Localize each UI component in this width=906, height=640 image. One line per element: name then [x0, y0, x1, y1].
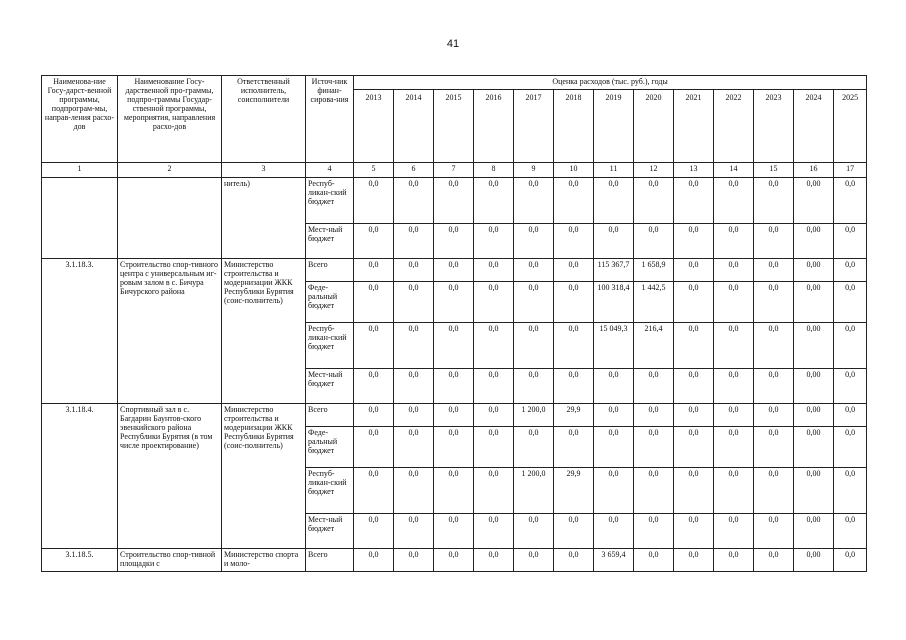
value-cell: 0,0 [434, 323, 474, 369]
value-cell: 0,0 [354, 282, 394, 323]
value-cell: 0,0 [354, 259, 394, 282]
value-cell: 0,0 [474, 514, 514, 549]
value-cell: 0,0 [674, 224, 714, 259]
value-cell: 0,00 [794, 369, 834, 404]
value-cell: 0,0 [434, 549, 474, 572]
value-cell: 0,0 [594, 468, 634, 514]
value-cell: 0,0 [674, 549, 714, 572]
column-number-row [42, 163, 867, 178]
value-cell: 0,0 [514, 369, 554, 404]
column-number: 8 [474, 163, 514, 178]
header-year: 2016 [474, 90, 514, 163]
value-cell: 0,0 [754, 178, 794, 224]
header-year: 2024 [794, 90, 834, 163]
value-cell: 0,0 [634, 427, 674, 468]
value-cell: 0,0 [754, 323, 794, 369]
header-year: 2017 [514, 90, 554, 163]
value-cell: 1 200,0 [514, 468, 554, 514]
value-cell: 0,0 [674, 282, 714, 323]
value-cell: 0,0 [394, 369, 434, 404]
header-year: 2025 [834, 90, 867, 163]
header-year: 2022 [714, 90, 754, 163]
funding-source: Мест-ный бюджет [306, 224, 354, 259]
value-cell: 0,0 [394, 514, 434, 549]
executor-cell: Министерство строительства и модернизации ЖКК Республики Бурятия (соис-полнитель) [222, 404, 306, 549]
value-cell: 0,00 [794, 178, 834, 224]
value-cell: 115 367,7 [594, 259, 634, 282]
value-cell: 0,0 [554, 514, 594, 549]
value-cell: 0,0 [834, 468, 867, 514]
funding-source: Феде-ральный бюджет [306, 282, 354, 323]
value-cell: 0,0 [354, 468, 394, 514]
column-number: 13 [674, 163, 714, 178]
value-cell: 0,0 [434, 514, 474, 549]
header-executor: Ответственный исполнитель, соисполнители [222, 76, 306, 163]
value-cell: 0,0 [434, 468, 474, 514]
table-row [42, 259, 867, 282]
value-cell: 0,0 [434, 224, 474, 259]
value-cell: 0,0 [714, 404, 754, 427]
value-cell: 0,0 [434, 282, 474, 323]
value-cell: 0,0 [354, 549, 394, 572]
value-cell: 0,0 [514, 549, 554, 572]
value-cell: 0,0 [474, 427, 514, 468]
value-cell: 0,0 [834, 404, 867, 427]
budget-table [41, 75, 867, 572]
value-cell: 0,0 [434, 369, 474, 404]
table-row [42, 178, 867, 224]
value-cell: 0,0 [394, 178, 434, 224]
column-number: 16 [794, 163, 834, 178]
header-year: 2015 [434, 90, 474, 163]
value-cell: 0,0 [394, 549, 434, 572]
value-cell: 0,0 [674, 369, 714, 404]
page-number: 41 [446, 38, 460, 50]
value-cell: 0,0 [714, 178, 754, 224]
value-cell: 29,9 [554, 468, 594, 514]
value-cell: 0,0 [394, 259, 434, 282]
program-id-cell: 3.1.18.4. [42, 404, 118, 549]
funding-source: Респуб-ликан-ский бюджет [306, 323, 354, 369]
funding-source: Респуб-ликан-ский бюджет [306, 468, 354, 514]
value-cell: 0,00 [794, 259, 834, 282]
header-row [42, 76, 867, 90]
table-row [42, 549, 867, 572]
program-id-cell [42, 178, 118, 259]
value-cell: 0,0 [834, 259, 867, 282]
header-estimate: Оценка расходов (тыс. руб.), годы [354, 76, 867, 90]
value-cell: 0,00 [794, 323, 834, 369]
value-cell: 0,00 [794, 549, 834, 572]
value-cell: 0,0 [634, 369, 674, 404]
value-cell: 0,0 [674, 323, 714, 369]
value-cell: 0,0 [554, 259, 594, 282]
value-cell: 0,0 [714, 549, 754, 572]
value-cell: 0,0 [354, 224, 394, 259]
value-cell: 1 658,9 [634, 259, 674, 282]
value-cell: 0,0 [674, 468, 714, 514]
header-subprogram-name: Наименование Госу-дарственной про-граммы, подпро-граммы Государ-ственной программы, мероприятия, направления расхо-дов [118, 76, 222, 163]
value-cell: 0,0 [394, 282, 434, 323]
value-cell: 0,0 [714, 282, 754, 323]
value-cell: 0,0 [834, 323, 867, 369]
value-cell: 0,00 [794, 282, 834, 323]
value-cell: 0,0 [634, 514, 674, 549]
value-cell: 0,0 [834, 282, 867, 323]
value-cell: 0,0 [354, 404, 394, 427]
value-cell: 0,0 [514, 514, 554, 549]
value-cell: 0,0 [474, 549, 514, 572]
executor-cell: Министерство строительства и модернизации ЖКК Республики Бурятия (соис-полнитель) [222, 259, 306, 404]
column-number: 11 [594, 163, 634, 178]
column-number: 7 [434, 163, 474, 178]
value-cell: 0,0 [834, 514, 867, 549]
value-cell: 0,0 [714, 369, 754, 404]
header-program-name: Наименова-ние Госу-дарст-венной программы, подпрограм-мы, направ-ления расхо-дов [42, 76, 118, 163]
value-cell: 0,0 [354, 178, 394, 224]
value-cell: 0,0 [394, 404, 434, 427]
table-row [42, 404, 867, 427]
value-cell: 0,0 [514, 259, 554, 282]
value-cell: 0,00 [794, 468, 834, 514]
value-cell: 15 049,3 [594, 323, 634, 369]
value-cell: 0,0 [714, 514, 754, 549]
value-cell: 0,0 [594, 178, 634, 224]
value-cell: 0,0 [554, 178, 594, 224]
value-cell: 0,0 [354, 323, 394, 369]
value-cell: 0,0 [674, 178, 714, 224]
value-cell: 0,0 [514, 427, 554, 468]
value-cell: 0,0 [554, 369, 594, 404]
value-cell: 0,0 [474, 259, 514, 282]
value-cell: 0,0 [754, 514, 794, 549]
value-cell: 0,0 [754, 549, 794, 572]
value-cell: 0,0 [714, 427, 754, 468]
value-cell: 0,0 [634, 549, 674, 572]
value-cell: 0,0 [834, 178, 867, 224]
column-number: 2 [118, 163, 222, 178]
value-cell: 0,0 [394, 323, 434, 369]
header-funding-source: Источ-ник финан-сирова-ния [306, 76, 354, 163]
program-name-cell: Спортивный зал в с. Багдарин Баунтов-ского эвенкийского района Республики Бурятия (в том числе проектирование) [118, 404, 222, 549]
value-cell: 0,0 [394, 427, 434, 468]
header-year: 2013 [354, 90, 394, 163]
funding-source: Мест-ный бюджет [306, 514, 354, 549]
column-number: 17 [834, 163, 867, 178]
value-cell: 1 200,0 [514, 404, 554, 427]
value-cell: 216,4 [634, 323, 674, 369]
value-cell: 0,0 [634, 404, 674, 427]
value-cell: 0,0 [754, 369, 794, 404]
value-cell: 0,0 [434, 178, 474, 224]
value-cell: 0,0 [434, 404, 474, 427]
header-year: 2021 [674, 90, 714, 163]
value-cell: 0,0 [674, 427, 714, 468]
value-cell: 0,0 [394, 468, 434, 514]
column-number: 12 [634, 163, 674, 178]
executor-cell: нитель) [222, 178, 306, 259]
value-cell: 0,0 [474, 404, 514, 427]
program-name-cell [118, 178, 222, 259]
value-cell: 0,0 [394, 224, 434, 259]
value-cell: 0,0 [674, 259, 714, 282]
value-cell: 29,9 [554, 404, 594, 427]
program-id-cell: 3.1.18.3. [42, 259, 118, 404]
value-cell: 0,0 [754, 404, 794, 427]
value-cell: 0,0 [474, 323, 514, 369]
column-number: 3 [222, 163, 306, 178]
program-name-cell: Строительство спор-тивного центра с универсальным иг-ровым залом в с. Бичура Бичурского района [118, 259, 222, 404]
value-cell: 0,0 [594, 404, 634, 427]
value-cell: 0,0 [554, 323, 594, 369]
header-year: 2020 [634, 90, 674, 163]
value-cell: 0,00 [794, 427, 834, 468]
value-cell: 0,0 [514, 224, 554, 259]
column-number: 5 [354, 163, 394, 178]
value-cell: 0,0 [834, 549, 867, 572]
value-cell: 0,0 [474, 468, 514, 514]
value-cell: 0,0 [354, 514, 394, 549]
column-number: 10 [554, 163, 594, 178]
value-cell: 0,0 [834, 427, 867, 468]
value-cell: 0,0 [634, 178, 674, 224]
header-year: 2019 [594, 90, 634, 163]
value-cell: 3 659,4 [594, 549, 634, 572]
program-id-cell: 3.1.18.5. [42, 549, 118, 572]
value-cell: 0,0 [514, 282, 554, 323]
value-cell: 0,0 [714, 323, 754, 369]
value-cell: 0,0 [594, 224, 634, 259]
value-cell: 0,0 [594, 369, 634, 404]
value-cell: 0,0 [754, 468, 794, 514]
value-cell: 0,0 [674, 514, 714, 549]
value-cell: 0,0 [714, 468, 754, 514]
value-cell: 0,0 [674, 404, 714, 427]
header-year: 2014 [394, 90, 434, 163]
value-cell: 0,0 [474, 224, 514, 259]
program-name-cell: Строительство спор-тивной площадки с [118, 549, 222, 572]
value-cell: 0,0 [554, 282, 594, 323]
value-cell: 0,0 [754, 224, 794, 259]
funding-source: Всего [306, 259, 354, 282]
value-cell: 0,0 [714, 259, 754, 282]
value-cell: 0,0 [354, 427, 394, 468]
column-number: 6 [394, 163, 434, 178]
value-cell: 0,0 [434, 427, 474, 468]
value-cell: 0,0 [634, 468, 674, 514]
value-cell: 0,0 [594, 514, 634, 549]
column-number: 9 [514, 163, 554, 178]
header-year: 2023 [754, 90, 794, 163]
value-cell: 0,0 [474, 369, 514, 404]
value-cell: 0,00 [794, 514, 834, 549]
executor-cell: Министерство спорта и моло- [222, 549, 306, 572]
value-cell: 0,0 [554, 549, 594, 572]
value-cell: 0,0 [634, 224, 674, 259]
value-cell: 0,0 [514, 178, 554, 224]
funding-source: Мест-ный бюджет [306, 369, 354, 404]
value-cell: 0,0 [554, 224, 594, 259]
value-cell: 0,0 [834, 224, 867, 259]
value-cell: 0,0 [714, 224, 754, 259]
value-cell: 0,0 [594, 427, 634, 468]
value-cell: 0,0 [754, 282, 794, 323]
value-cell: 1 442,5 [634, 282, 674, 323]
column-number: 1 [42, 163, 118, 178]
value-cell: 0,00 [794, 224, 834, 259]
value-cell: 0,0 [754, 259, 794, 282]
funding-source: Всего [306, 549, 354, 572]
funding-source: Всего [306, 404, 354, 427]
value-cell: 0,0 [514, 323, 554, 369]
value-cell: 0,0 [834, 369, 867, 404]
funding-source: Респуб-ликан-ский бюджет [306, 178, 354, 224]
column-number: 4 [306, 163, 354, 178]
column-number: 15 [754, 163, 794, 178]
value-cell: 0,0 [434, 259, 474, 282]
column-number: 14 [714, 163, 754, 178]
value-cell: 100 318,4 [594, 282, 634, 323]
value-cell: 0,0 [554, 427, 594, 468]
funding-source: Феде-ральный бюджет [306, 427, 354, 468]
value-cell: 0,0 [354, 369, 394, 404]
value-cell: 0,0 [474, 282, 514, 323]
value-cell: 0,0 [474, 178, 514, 224]
value-cell: 0,0 [754, 427, 794, 468]
value-cell: 0,00 [794, 404, 834, 427]
header-year: 2018 [554, 90, 594, 163]
